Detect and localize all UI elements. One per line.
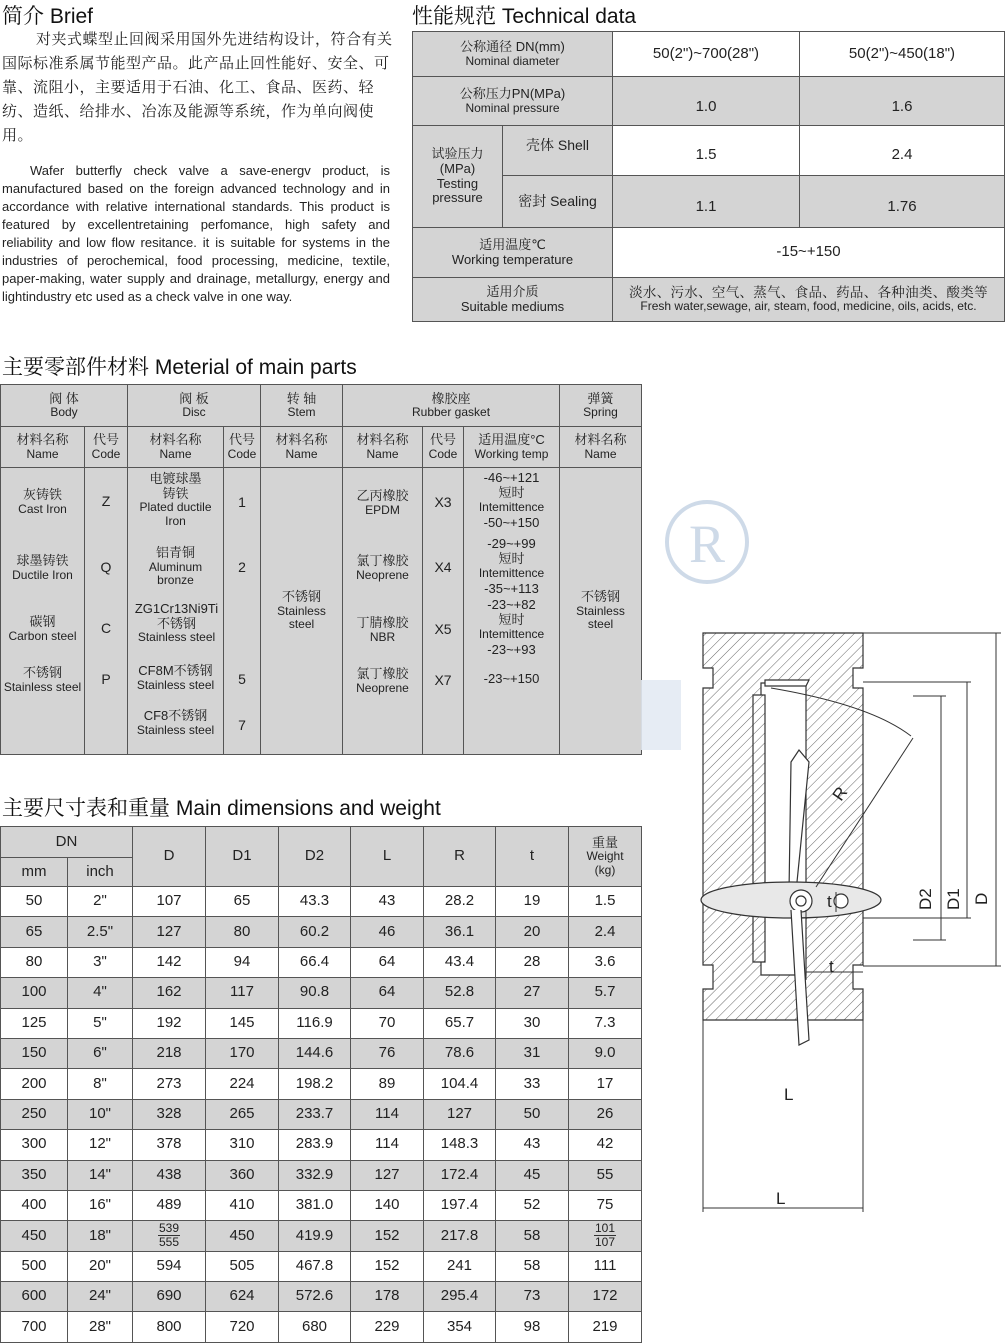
table-cell: 172.4 (424, 1160, 496, 1190)
table-row (1, 1221, 642, 1251)
label-d2: D2 (916, 888, 935, 910)
sub-header-code: 代号 Code (224, 427, 261, 468)
table-cell: 354 (424, 1312, 496, 1342)
table-cell: 152 (351, 1251, 424, 1281)
table-cell: 27 (496, 978, 569, 1008)
shell-v1: 1.5 (613, 126, 800, 176)
label-d1: D1 (944, 888, 963, 910)
valve-body (703, 633, 863, 1020)
header-weight: 重量 Weight (kg) (569, 827, 642, 887)
label-r: R (828, 783, 852, 805)
table-cell: 12" (68, 1130, 133, 1160)
table-cell: 73 (496, 1282, 569, 1312)
sealing-v1: 1.1 (613, 176, 800, 228)
dimensions-title: 主要尺寸表和重量 Main dimensions and weight (2, 797, 441, 820)
table-cell: 229 (351, 1312, 424, 1342)
list-item: 铝青铜 Aluminum bronze (148, 545, 203, 587)
dimensions-table (0, 826, 642, 1343)
table-cell: 26 (569, 1099, 642, 1129)
table-cell: 144.6 (279, 1038, 351, 1068)
table-cell: 58 (496, 1251, 569, 1281)
table-cell: 450 (1, 1221, 68, 1251)
table-cell: 594 (133, 1251, 206, 1281)
table-cell: 78.6 (424, 1038, 496, 1068)
header-mm: mm (1, 858, 68, 887)
table-cell: 419.9 (279, 1221, 351, 1251)
label-l-inner: L (784, 1085, 794, 1104)
table-cell: 9.0 (569, 1038, 642, 1068)
list-item: 7 (238, 717, 246, 733)
list-item: -29~+99 短时 Intemittence -35~+113 (478, 536, 545, 596)
table-cell: 52.8 (424, 978, 496, 1008)
table-cell: 178 (351, 1282, 424, 1312)
dimensions-rows (1, 887, 642, 1343)
stem-group-header: 转 轴 Stem (261, 385, 343, 427)
table-cell: 145 (206, 1008, 279, 1038)
table-cell: 94 (206, 947, 279, 977)
valve-drawing (641, 500, 1005, 1220)
table-row (1, 1130, 642, 1160)
table-cell: 680 (279, 1312, 351, 1342)
list-item: X3 (434, 494, 452, 510)
materials-table (0, 384, 642, 755)
header-l: L (351, 827, 424, 887)
table-cell: 36.1 (424, 917, 496, 947)
table-cell: 76 (351, 1038, 424, 1068)
table-cell: 116.9 (279, 1008, 351, 1038)
table-cell: $\frac{539}{555}$ (133, 1221, 206, 1251)
table-cell: 33 (496, 1069, 569, 1099)
label-d: D (972, 892, 991, 905)
table-cell: 572.6 (279, 1282, 351, 1312)
table-row (1, 887, 642, 917)
sub-header-code: 代号 Code (423, 427, 464, 468)
sub-header-name: 材料名称 Name (343, 427, 423, 468)
table-cell: 332.9 (279, 1160, 351, 1190)
table-cell: 152 (351, 1221, 424, 1251)
list-item: 氯丁橡胶 Neoprene (356, 666, 409, 695)
temperature-label: 适用温度℃ Working temperature (413, 228, 613, 278)
table-cell: 150 (1, 1038, 68, 1068)
sub-header-name: 材料名称 Name (1, 427, 85, 468)
gasket-group-header: 橡胶座 Rubber gasket (343, 385, 560, 427)
table-cell: 2" (68, 887, 133, 917)
table-cell: 19 (496, 887, 569, 917)
sub-header-name: 材料名称 Name (261, 427, 343, 468)
table-cell: 55 (569, 1160, 642, 1190)
list-item: P (101, 671, 111, 687)
table-cell: 467.8 (279, 1251, 351, 1281)
list-item: 丁腈橡胶 NBR (356, 615, 409, 644)
table-cell: 127 (133, 917, 206, 947)
table-cell: 438 (133, 1160, 206, 1190)
table-cell: 273 (133, 1069, 206, 1099)
table-cell: $\frac{101}{107}$ (569, 1221, 642, 1251)
sub-header-temp: 适用温度°C Working temp (464, 427, 560, 468)
table-row (1, 1008, 642, 1038)
list-item: Q (100, 559, 112, 575)
table-cell: 172 (569, 1282, 642, 1312)
table-cell: 233.7 (279, 1099, 351, 1129)
table-cell: 107 (133, 887, 206, 917)
table-cell: 217.8 (424, 1221, 496, 1251)
list-item: 球墨铸铁 Ductile Iron (12, 553, 73, 582)
spring-material: 不锈钢 Stainless steel (560, 468, 642, 755)
list-item: CF8M不锈钢 Stainless steel (136, 663, 215, 692)
table-cell: 400 (1, 1190, 68, 1220)
table-cell: 100 (1, 978, 68, 1008)
table-cell: 800 (133, 1312, 206, 1342)
table-cell: 300 (1, 1130, 68, 1160)
registered-mark-letter: R (688, 514, 726, 574)
table-cell: 127 (351, 1160, 424, 1190)
table-cell: 46 (351, 917, 424, 947)
table-cell: 450 (206, 1221, 279, 1251)
header-d1: D1 (206, 827, 279, 887)
table-cell: 2.4 (569, 917, 642, 947)
list-item: 灰铸铁 Cast Iron (18, 487, 67, 516)
table-cell: 42 (569, 1130, 642, 1160)
table-cell: 360 (206, 1160, 279, 1190)
table-cell: 43.4 (424, 947, 496, 977)
table-cell: 117 (206, 978, 279, 1008)
table-cell: 624 (206, 1282, 279, 1312)
table-cell: 10" (68, 1099, 133, 1129)
table-cell: 20 (496, 917, 569, 947)
table-cell: 14" (68, 1160, 133, 1190)
disc-code-list (224, 468, 261, 755)
testing-pressure-label: 试验压力 (MPa) Testing pressure (413, 126, 503, 228)
table-cell: 1.5 (569, 887, 642, 917)
table-cell: 80 (1, 947, 68, 977)
mediums-label: 适用介质 Suitable mediums (413, 278, 613, 322)
brief-title: 简介 Brief (2, 5, 94, 28)
nominal-pressure-v2: 1.6 (800, 77, 1005, 126)
table-cell: 17 (569, 1069, 642, 1099)
table-cell: 58 (496, 1221, 569, 1251)
nominal-diameter-v1: 50(2")~700(28") (613, 32, 800, 77)
list-item: X5 (434, 621, 452, 637)
header-r: R (424, 827, 496, 887)
table-cell: 80 (206, 917, 279, 947)
table-cell: 64 (351, 947, 424, 977)
header-d2: D2 (279, 827, 351, 887)
table-cell: 142 (133, 947, 206, 977)
table-cell: 310 (206, 1130, 279, 1160)
shell-label: 壳体 Shell (503, 126, 613, 176)
temperature-value: -15~+150 (613, 228, 1005, 278)
table-cell: 114 (351, 1130, 424, 1160)
mediums-value: 淡水、污水、空气、蒸气、食品、药品、各种油类、酸类等 Fresh water,sewage, air, steam, food, medicine, oils, acids, etc. (613, 278, 1005, 322)
list-item: 1 (238, 494, 246, 510)
table-cell: 8" (68, 1069, 133, 1099)
table-cell: 127 (424, 1099, 496, 1129)
table-cell: 720 (206, 1312, 279, 1342)
table-cell: 192 (133, 1008, 206, 1038)
table-cell: 60.2 (279, 917, 351, 947)
table-cell: 198.2 (279, 1069, 351, 1099)
table-cell: 43 (351, 887, 424, 917)
table-cell: 5" (68, 1008, 133, 1038)
table-row (1, 1069, 642, 1099)
table-cell: 197.4 (424, 1190, 496, 1220)
table-cell: 140 (351, 1190, 424, 1220)
nominal-diameter-v2: 50(2")~450(18") (800, 32, 1005, 77)
table-cell: 28" (68, 1312, 133, 1342)
table-cell: 7.3 (569, 1008, 642, 1038)
table-cell: 24" (68, 1282, 133, 1312)
table-cell: 283.9 (279, 1130, 351, 1160)
list-item: C (100, 620, 112, 636)
table-cell: 64 (351, 978, 424, 1008)
table-cell: 104.4 (424, 1069, 496, 1099)
table-row (1, 1099, 642, 1129)
header-t: t (496, 827, 569, 887)
table-cell: 70 (351, 1008, 424, 1038)
nominal-pressure-label: 公称压力PN(MPa) Nominal pressure (413, 77, 613, 126)
body-code-list (85, 468, 128, 755)
table-cell: 295.4 (424, 1282, 496, 1312)
table-cell: 505 (206, 1251, 279, 1281)
table-cell: 200 (1, 1069, 68, 1099)
table-cell: 89 (351, 1069, 424, 1099)
list-item: X7 (434, 672, 452, 688)
table-cell: 219 (569, 1312, 642, 1342)
table-cell: 75 (569, 1190, 642, 1220)
gasket-code-list (423, 468, 464, 755)
table-cell: 4" (68, 978, 133, 1008)
table-cell: 410 (206, 1190, 279, 1220)
spring-group-header: 弹簧 Spring (560, 385, 642, 427)
table-cell: 111 (569, 1251, 642, 1281)
table-cell: 265 (206, 1099, 279, 1129)
list-item: 乙丙橡胶 EPDM (356, 488, 409, 517)
table-cell: 43 (496, 1130, 569, 1160)
list-item: 氯丁橡胶 Neoprene (356, 553, 409, 582)
sealing-label: 密封 Sealing (503, 176, 613, 228)
brief-cn-text: 对夹式蝶型止回阀采用国外先进结构设计，符合有关国际标准系属节能型产品。此产品止回性能好、安全、可靠、流阻小，主要适用于石油、化工、食品、医药、轻纺、造纸、给排水、冶冻及能源等系统，作为单向阀使用。 (2, 31, 393, 144)
materials-title: 主要零部件材料 Meterial of main parts (2, 356, 357, 379)
table-cell: 162 (133, 978, 206, 1008)
table-cell: 241 (424, 1251, 496, 1281)
list-item: 电镀球墨 铸铁 Plated ductile Iron (139, 471, 212, 528)
body-group-header: 阀 体 Body (1, 385, 128, 427)
table-cell: 20" (68, 1251, 133, 1281)
list-item: CF8不锈钢 Stainless steel (136, 708, 215, 737)
disc-material-list (128, 468, 224, 755)
table-cell: 16" (68, 1190, 133, 1220)
list-item: -23~+82 短时 Intemittence -23~+93 (478, 597, 545, 657)
list-item: 2 (238, 559, 246, 575)
table-cell: 50 (1, 887, 68, 917)
sealing-v2: 1.76 (800, 176, 1005, 228)
technical-title: 性能规范 Technical data (412, 5, 637, 28)
list-item: X4 (434, 559, 452, 575)
table-cell: 690 (133, 1282, 206, 1312)
table-row (1, 978, 642, 1008)
nominal-pressure-v1: 1.0 (613, 77, 800, 126)
label-t-1: t (827, 892, 832, 911)
table-cell: 250 (1, 1099, 68, 1129)
table-cell: 170 (206, 1038, 279, 1068)
list-item: -23~+150 (483, 671, 540, 686)
table-cell: 43.3 (279, 887, 351, 917)
table-cell: 50 (496, 1099, 569, 1129)
list-item: 碳钢 Carbon steel (8, 614, 77, 643)
table-cell: 31 (496, 1038, 569, 1068)
table-cell: 98 (496, 1312, 569, 1342)
table-cell: 52 (496, 1190, 569, 1220)
table-cell: 224 (206, 1069, 279, 1099)
table-cell: 125 (1, 1008, 68, 1038)
table-cell: 381.0 (279, 1190, 351, 1220)
table-row (1, 1282, 642, 1312)
technical-table (412, 31, 1005, 322)
table-cell: 114 (351, 1099, 424, 1129)
table-cell: 65 (206, 887, 279, 917)
table-row (1, 1251, 642, 1281)
disc-group-header: 阀 板 Disc (128, 385, 261, 427)
table-cell: 700 (1, 1312, 68, 1342)
gasket-material-list (343, 468, 423, 755)
table-cell: 148.3 (424, 1130, 496, 1160)
table-cell: 500 (1, 1251, 68, 1281)
list-item: 5 (238, 671, 246, 687)
table-row (1, 1190, 642, 1220)
table-cell: 90.8 (279, 978, 351, 1008)
table-cell: 378 (133, 1130, 206, 1160)
table-cell: 65.7 (424, 1008, 496, 1038)
table-cell: 18" (68, 1221, 133, 1251)
table-cell: 3" (68, 947, 133, 977)
header-d: D (133, 827, 206, 887)
table-cell: 218 (133, 1038, 206, 1068)
table-row (1, 1312, 642, 1342)
nominal-diameter-label: 公称通径 DN(mm) Nominal diameter (413, 32, 613, 77)
shell-v2: 2.4 (800, 126, 1005, 176)
table-cell: 28.2 (424, 887, 496, 917)
header-inch: inch (68, 858, 133, 887)
table-cell: 5.7 (569, 978, 642, 1008)
brief-en-text: Wafer butterfly check valve a save-energv product, is manufactured based on the foreign advanced technology and in accordance with relative international standards. This product is featured by excellentretaining perfomance, high safety and reliability and low flow resitance. it is suitable for systems in the industries of perochemical, food processing, medicine, textile, paper-making, water supply and drainage, metallurgy, energy and lightindustry etc used as a check valve in one way. (2, 163, 390, 304)
table-cell: 45 (496, 1160, 569, 1190)
sub-header-name: 材料名称 Name (560, 427, 642, 468)
sub-header-code: 代号 Code (85, 427, 128, 468)
table-cell: 30 (496, 1008, 569, 1038)
table-row (1, 1160, 642, 1190)
table-cell: 2.5" (68, 917, 133, 947)
table-cell: 350 (1, 1160, 68, 1190)
table-cell: 489 (133, 1190, 206, 1220)
header-dn: DN (1, 827, 133, 858)
label-l: L (776, 1189, 786, 1208)
list-item: 不锈钢 Stainless steel (3, 665, 82, 694)
list-item: ZG1Cr13Ni9Ti 不锈钢 Stainless steel (134, 601, 219, 645)
sub-header-name: 材料名称 Name (128, 427, 224, 468)
table-row (1, 1038, 642, 1068)
table-cell: 328 (133, 1099, 206, 1129)
table-cell: 6" (68, 1038, 133, 1068)
body-material-list (1, 468, 85, 755)
table-cell: 28 (496, 947, 569, 977)
stem-material: 不锈钢 Stainless steel (261, 468, 343, 755)
gasket-temp-list (464, 468, 560, 755)
table-cell: 66.4 (279, 947, 351, 977)
table-cell: 600 (1, 1282, 68, 1312)
label-t-2: t (829, 957, 834, 976)
table-row (1, 947, 642, 977)
table-cell: 3.6 (569, 947, 642, 977)
list-item: Z (101, 493, 111, 509)
table-row (1, 917, 642, 947)
table-cell: 65 (1, 917, 68, 947)
list-item: -46~+121 短时 Intemittence -50~+150 (478, 470, 545, 530)
